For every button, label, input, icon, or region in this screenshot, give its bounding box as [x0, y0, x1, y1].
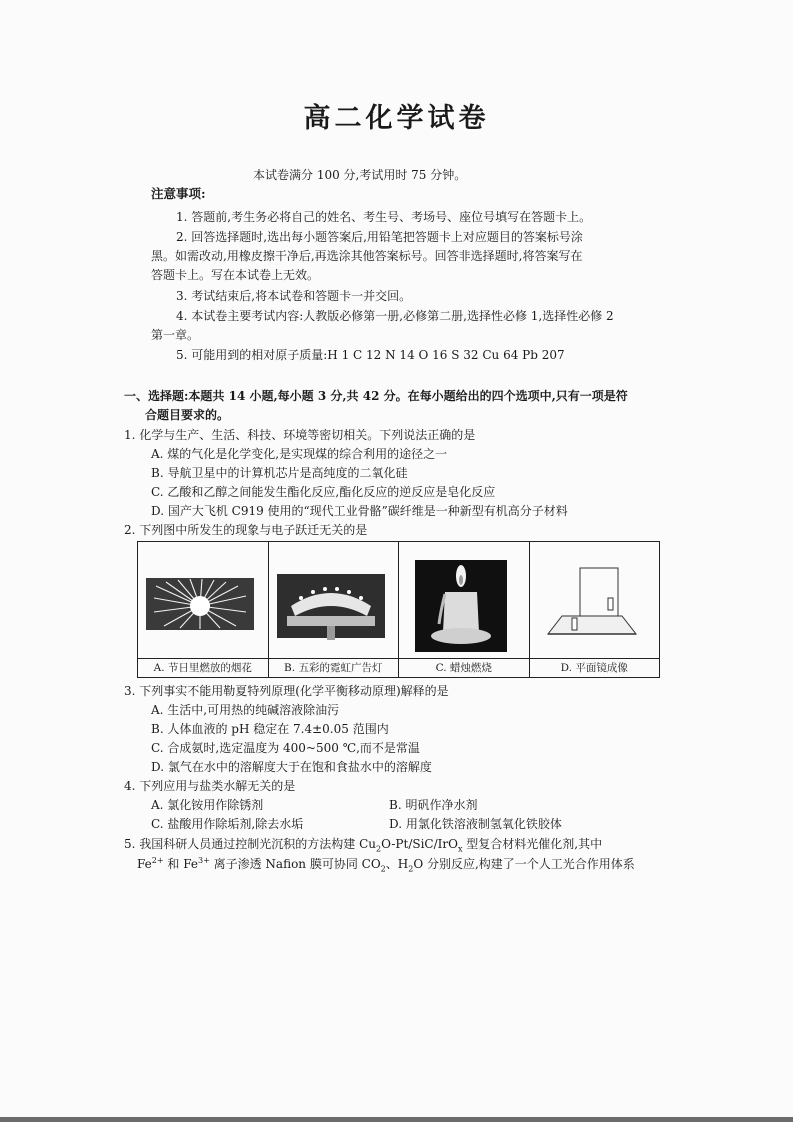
- caption-b: B. 五彩的霓虹广告灯: [269, 658, 399, 677]
- q1-option-d: D. 国产大飞机 C919 使用的“现代工业骨骼”碳纤维是一种新型有机高分子材料: [151, 504, 568, 518]
- q3-option-d: D. 氯气在水中的溶解度大于在饱和食盐水中的溶解度: [151, 760, 432, 774]
- q2-stem: 2. 下列图中所发生的现象与电子跃迁无关的是: [124, 523, 368, 537]
- notice-line-2a: 2. 回答选择题时,选出每小题答案后,用铅笔把答题卡上对应题目的答案标号涂: [176, 230, 583, 244]
- neon-sign-image: [277, 554, 385, 654]
- q5-line-2: $Fe^{2+}$ 和 $Fe^{3+}$ 离子渗透 Nafion 膜可协同 $CO_2$、$H_2O$ 分别反应,构建了一个人工光合作用体系: [137, 856, 635, 874]
- caption-c: C. 蜡烛燃烧: [399, 658, 529, 677]
- notice-line-5: 5. 可能用到的相对原子质量:H 1 C 12 N 14 O 16 S 32 Cu 64 Pb 207: [176, 348, 565, 362]
- notice-line-4b: 第一章。: [151, 328, 200, 342]
- q2-figure-c: [399, 542, 530, 677]
- notice-heading: 注意事项:: [151, 186, 206, 201]
- section1-heading: 一、选择题:本题共 14 小题,每小题 3 分,共 42 分。在每小题给出的四个选项中,只有一项是符: [124, 389, 628, 403]
- q2-figure-d: [530, 542, 660, 677]
- q4-option-b: B. 明矾作净水剂: [389, 798, 478, 812]
- q4-stem: 4. 下列应用与盐类水解无关的是: [124, 779, 296, 793]
- fireworks-image: [146, 554, 254, 654]
- notice-line-3: 3. 考试结束后,将本试卷和答题卡一并交回。: [176, 289, 412, 303]
- q4-option-d: D. 用氯化铁溶液制氢氧化铁胶体: [389, 817, 562, 831]
- q2-figure-b: [269, 542, 400, 677]
- q3-option-c: C. 合成氨时,选定温度为 400~500 ℃,而不是常温: [151, 741, 420, 755]
- page-title: 高二化学试卷: [303, 103, 490, 134]
- notice-line-4a: 4. 本试卷主要考试内容:人教版必修第一册,必修第二册,选择性必修 1,选择性必修 2: [176, 309, 614, 323]
- notice-line-2b: 黑。如需改动,用橡皮擦干净后,再选涂其他答案标号。回答非选择题时,将答案写在: [151, 249, 583, 263]
- exam-info: 本试卷满分 100 分,考试用时 75 分钟。: [253, 168, 467, 182]
- q3-stem: 3. 下列事实不能用勒夏特列原理(化学平衡移动原理)解释的是: [124, 684, 449, 698]
- q2-figure-a: [138, 542, 269, 677]
- plane-mirror-image: [538, 554, 646, 654]
- section1-heading-cont: 合题目要求的。: [145, 408, 230, 422]
- q1-option-b: B. 导航卫星中的计算机芯片是高纯度的二氧化硅: [151, 466, 408, 480]
- q1-option-a: A. 煤的气化是化学变化,是实现煤的综合利用的途径之一: [151, 447, 448, 461]
- q2-figure-table: [137, 541, 660, 678]
- candle-image: [407, 554, 515, 654]
- q1-option-c: C. 乙酸和乙醇之间能发生酯化反应,酯化反应的逆反应是皂化反应: [151, 485, 496, 499]
- caption-d: D. 平面镜成像: [530, 658, 660, 677]
- caption-a: A. 节日里燃放的烟花: [138, 658, 268, 677]
- scan-edge: [0, 1117, 793, 1122]
- q4-option-a: A. 氯化铵用作除锈剂: [151, 798, 264, 812]
- q1-stem: 1. 化学与生产、生活、科技、环境等密切相关。下列说法正确的是: [124, 428, 476, 442]
- q3-option-b: B. 人体血液的 pH 稳定在 7.4±0.05 范围内: [151, 722, 389, 736]
- notice-line-2c: 答题卡上。写在本试卷上无效。: [151, 268, 320, 282]
- q4-option-c: C. 盐酸用作除垢剂,除去水垢: [151, 817, 304, 831]
- notice-line-1: 1. 答题前,考生务必将自己的姓名、考生号、考场号、座位号填写在答题卡上。: [176, 210, 592, 224]
- q3-option-a: A. 生活中,可用热的纯碱溶液除油污: [151, 703, 340, 717]
- q5-line-1: 5. 我国科研人员通过控制光沉积的方法构建 $Cu_2O-Pt/SiC/IrO_x$ 型复合材料光催化剂,其中: [124, 837, 603, 854]
